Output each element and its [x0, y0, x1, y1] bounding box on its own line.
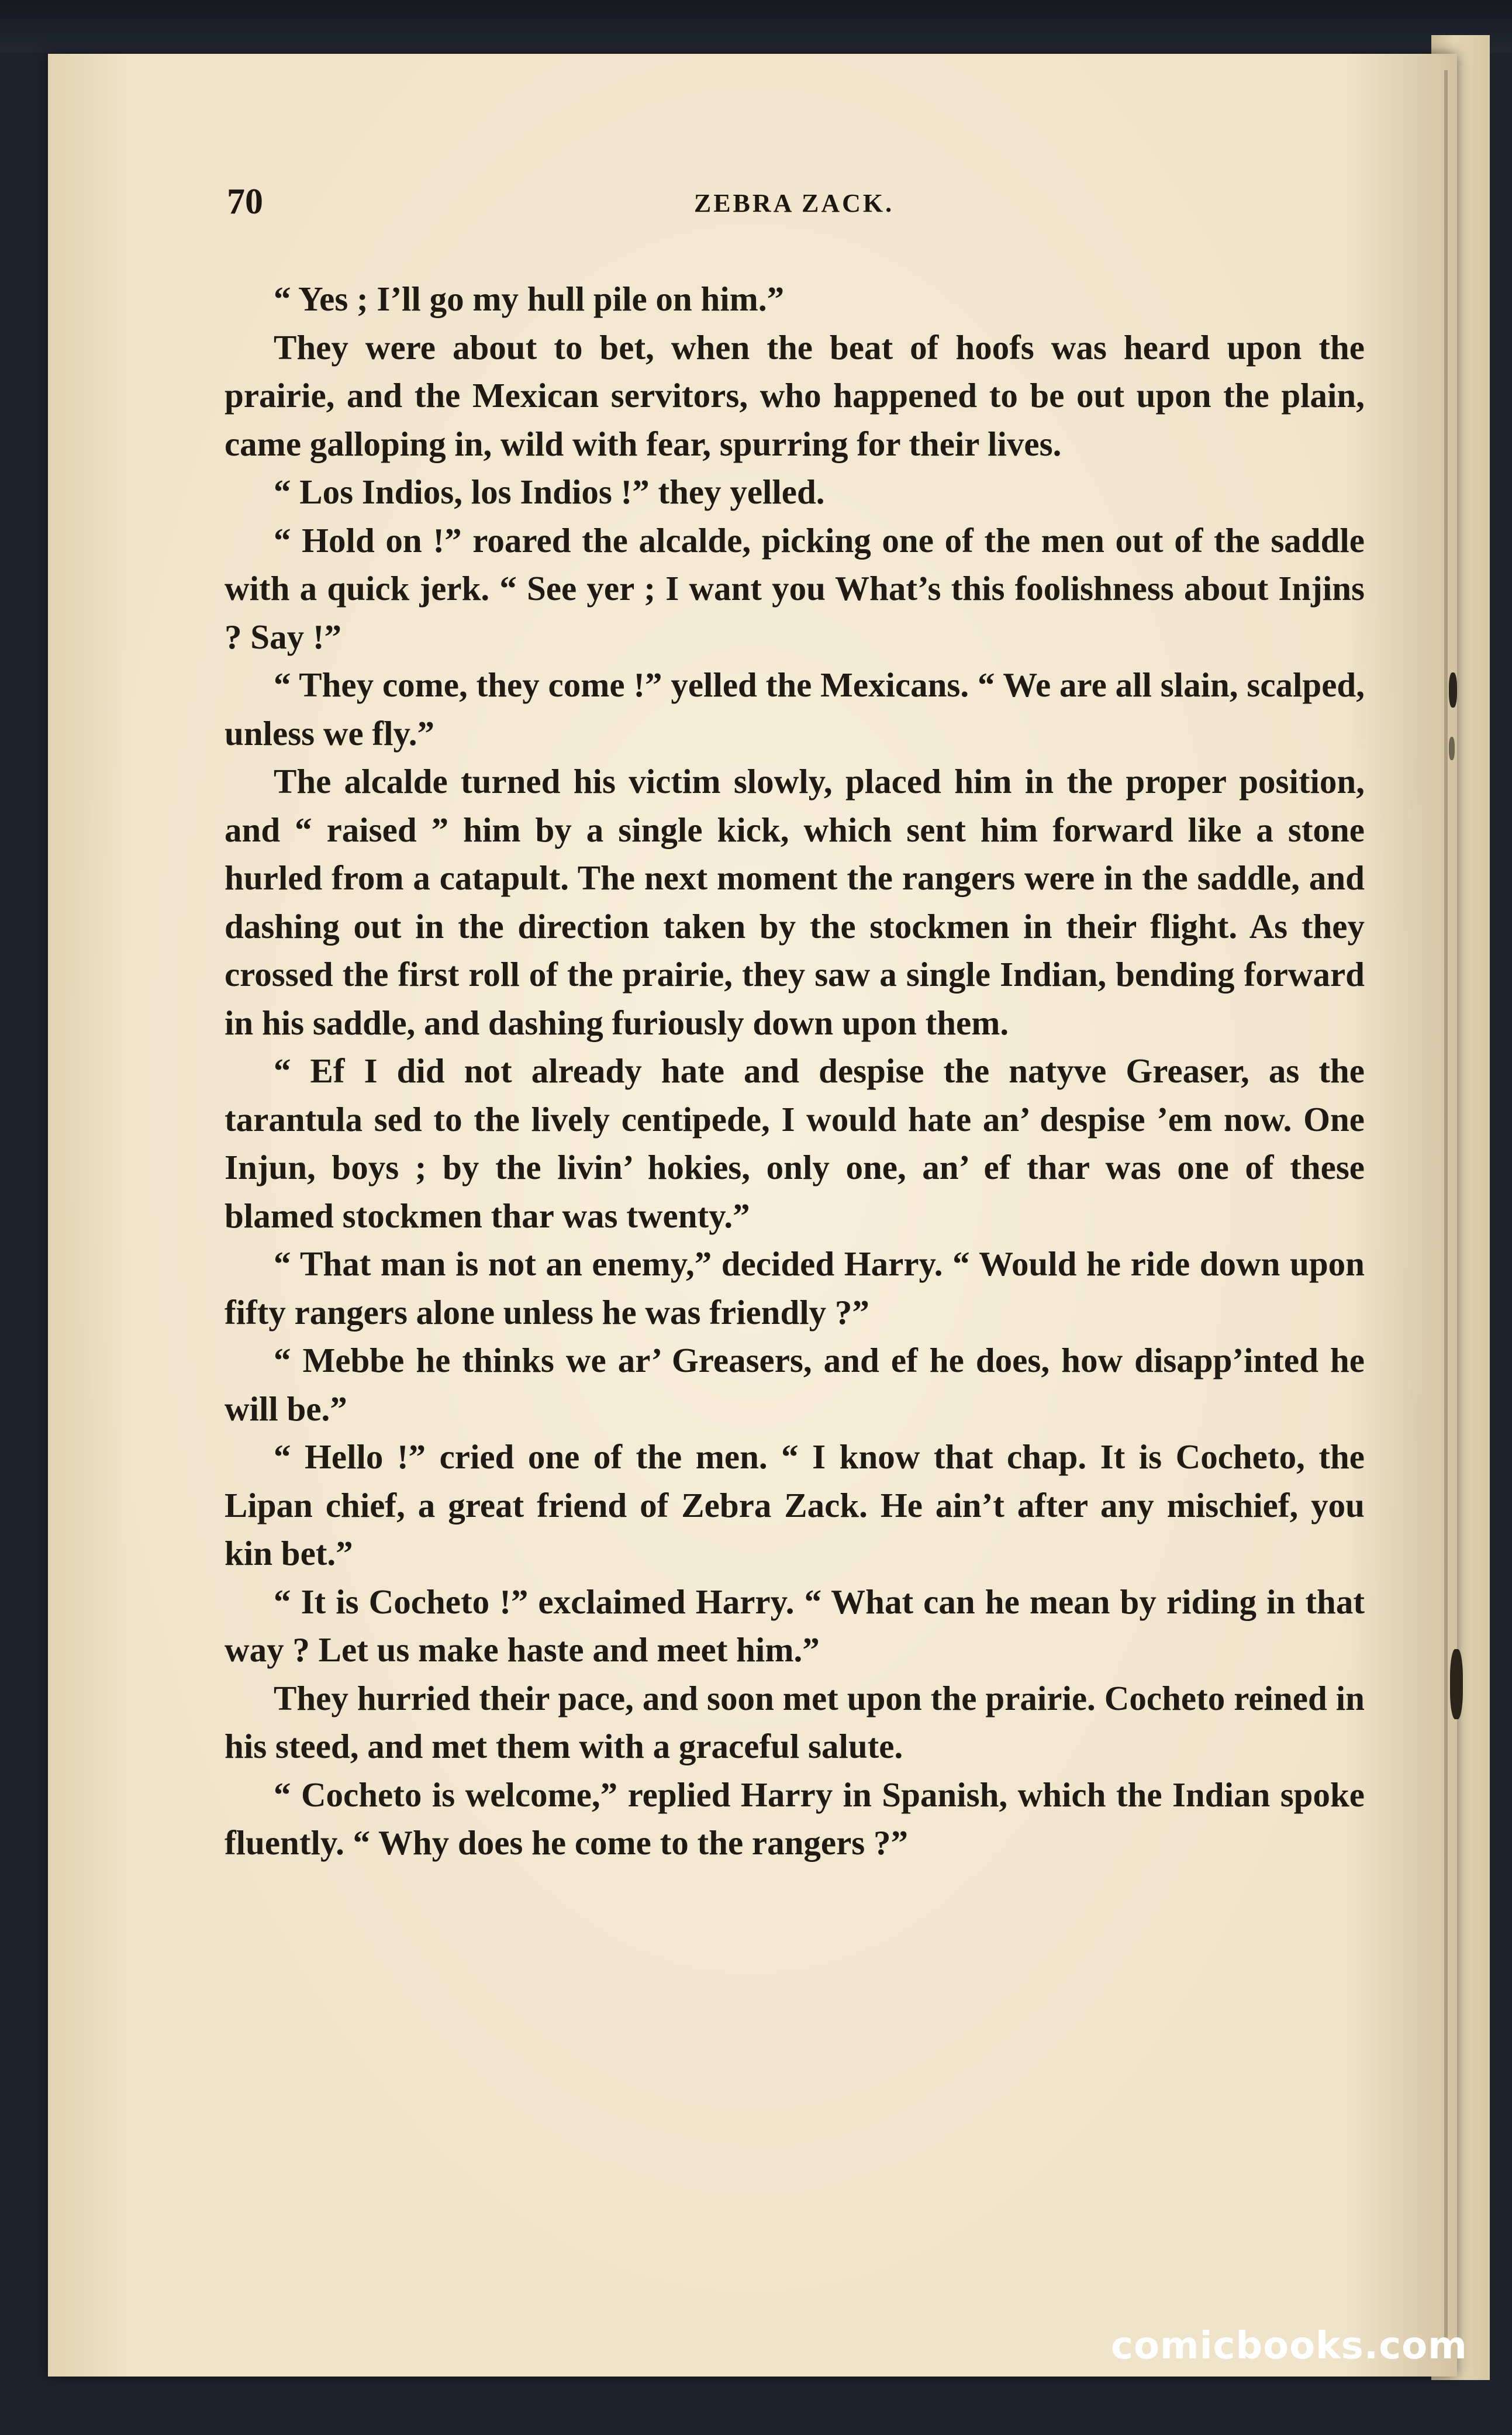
binding-thread-mark [1449, 737, 1455, 760]
paragraph: The alcalde turned his victim slowly, placed him in the proper position, and “ raised ” him by a single kick, which sent him forward like a stone hurled from a catapult. The next moment the rangers were in the saddle, and dashing out in the direction taken by the stockmen in their flight. As they crossed the first roll of the prairie, they saw a single Indian, bending forward in his saddle, and dashing furiously down upon them. [225, 762, 1365, 1042]
page-fold-shadow [1444, 70, 1448, 2351]
binding-thread-mark [1449, 672, 1457, 708]
paragraph: “ Cocheto is welcome,” replied Harry in Spanish, which the Indian spoke fluently. “ Why does he come to the rangers ?” [225, 1775, 1365, 1862]
paragraph: They were about to bet, when the beat of hoofs was heard upon the prairie, and the Mexican servitors, who happened to be out upon the plain, came galloping in, wild with fear, spurring for their lives. [225, 327, 1365, 463]
paragraph: “ Mebbe he thinks we ar’ Greasers, and ef he does, how disapp’inted he will be.” [225, 1341, 1365, 1428]
paragraph: “ That man is not an enemy,” decided Harry. “ Would he ride down upon fifty rangers alone unless he was friendly ?” [225, 1244, 1365, 1332]
paragraph: “ It is Cocheto !” exclaimed Harry. “ What can he mean by riding in that way ? Let us make haste and meet him.” [225, 1582, 1365, 1669]
page-number: 70 [227, 182, 263, 222]
paragraph: “ Hello !” cried one of the men. “ I know that chap. It is Cocheto, the Lipan chief, a great friend of Zebra Zack. He ain’t after any mischief, you kin bet.” [225, 1437, 1365, 1572]
scan-background [0, 0, 1512, 53]
paragraph: “ Yes ; I’ll go my hull pile on him.” [274, 280, 785, 318]
page-header [227, 181, 1361, 234]
binding-thread-mark [1450, 1649, 1463, 1719]
paragraph: “ Hold on !” roared the alcalde, picking one of the men out of the saddle with a quick jerk. “ See yer ; I want you What’s this foolishness about Injins ? Say !” [225, 520, 1365, 656]
paragraph: “ Los Indios, los Indios !” they yelled. [274, 472, 825, 511]
site-watermark: comicbooks.com [1111, 2324, 1468, 2368]
paragraph: They hurried their pace, and soon met upon the prairie. Cocheto reined in his steed, and met them with a graceful salute. [225, 1678, 1365, 1765]
running-head: ZEBRA ZACK. [693, 189, 895, 218]
paragraph: “ They come, they come !” yelled the Mexicans. “ We are all slain, scalped, unless we fly.” [225, 665, 1365, 753]
paragraph: “ Ef I did not already hate and despise the natyve Greaser, as the tarantula sed to the lively centipede, I would hate an’ despise ’em now. One Injun, boys ; by the livin’ hokies, only one, an’ ef thar was one of these blamed stockmen thar was twenty.” [225, 1051, 1365, 1235]
body-text [225, 275, 1365, 1867]
